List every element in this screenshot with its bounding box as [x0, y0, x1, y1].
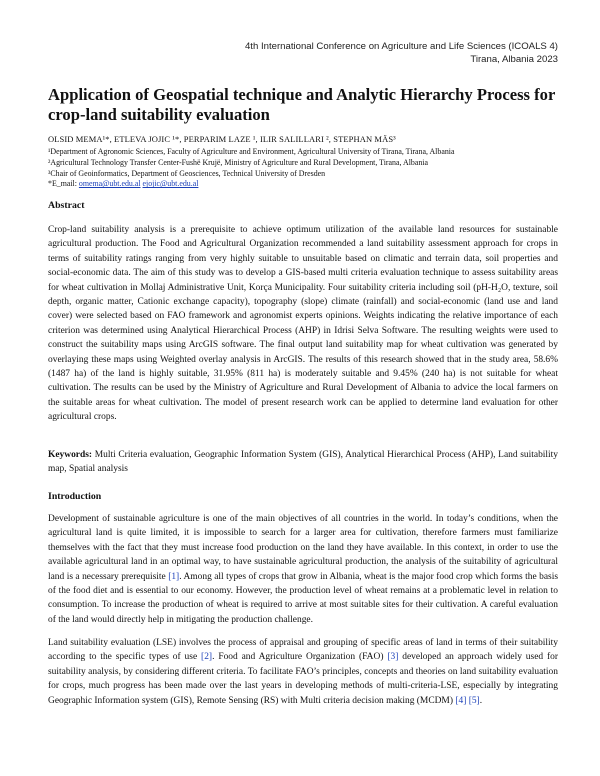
intro-p2-text-b: . Food and Agriculture Organization (FAO) [212, 652, 388, 663]
affiliation-3: ³Chair of Geoinformatics, Department of Geosciences, Technical University of Dresden [48, 168, 326, 178]
affiliations [48, 147, 454, 190]
abstract-text: Crop-land suitability analysis is a prerequisite to achieve optimum utilization of the available land resources for sustainable agricultural production. The Food and Agricultural Organization recommended a land suitability assessment approach for crops in terms of suitability ratings ranging from very highly suitable to unsuitable based on climatic and terrain data, soil properties and social-economic data. The aim of this study was to develop a GIS-based multi criteria evaluation technique to assess suitability areas for wheat cultivation in Mollaj Administrative Unit, Korça Municipality. Four suitability criteria including soil (pH-H₂O, texture, soil depth, organic matter, Cationic exchange capacity), topography (slope) climate (rainfall) and social-economic (land use and land cover) were selected based on FAO framework and agronomist experts opinions. Weights indicating the relative importance of each criterion was determined using Analytical Hierarchical Process (AHP) in Idrisi Selva Software. The resulting weights were used to construct the suitability maps using ArcGIS software. The final output land suitability map for wheat cultivation was generated by overlaying these maps using Weighted overlay analysis in ArcGIS. The results of this research showed that in the study area, 58.6% (1487 ha) of the land is highly suitable, 31.95% (811 ha) is moderately suitable and 9.45% (240 ha) is not suitable for wheat cultivation. The results can be used by the Ministry of Agriculture and Rural Development of Albania to advice the local farmers on the suitable areas for wheat cultivation. The model of present research work can be applied to determine land evaluation for other agricultural crops. [48, 225, 558, 423]
conference-name: 4th International Conference on Agriculture and Life Sciences (ICOALS 4) [244, 41, 558, 52]
citation-1[interactable]: [1] [168, 571, 180, 582]
keywords [48, 448, 558, 477]
abstract-heading: Abstract [48, 200, 85, 211]
introduction-heading: Introduction [48, 491, 102, 502]
intro-p2-text-d: . [479, 695, 483, 706]
email-line [48, 179, 454, 190]
citation-3[interactable]: [3] [387, 652, 399, 663]
paper-title: Application of Geospatial technique and Analytic Hierarchy Process for crop-land suitability evaluation [48, 85, 556, 124]
intro-p2-text-a: Land suitability evaluation (LSE) involves the process of appraisal and grouping of specific areas of land in terms of their suitability according to the specific types of use [48, 638, 558, 663]
author-list: OLSID MEMA¹*, ETLEVA JOJIC ¹*, PERPARIM LAZE ¹, ILIR SALILLARI ², STEPHAN MÄS³ [48, 134, 396, 144]
affiliation-1: ¹Department of Agronomic Sciences, Faculty of Agriculture and Environment, Agricultural University of Tirana, Tirana, Albania [48, 147, 455, 156]
intro-paragraph-1 [48, 512, 558, 627]
citation-4-5[interactable]: [4] [5] [455, 695, 480, 706]
email-prefix: *E_mail: [48, 179, 79, 189]
keywords-label: Keywords: [48, 450, 93, 460]
conference-location: Tirana, Albania 2023 [470, 54, 558, 65]
intro-p1-text-a: Development of sustainable agriculture is one of the main objectives of all countries in the world. In today’s conditions, when the agricultural land is quite limited, it is impossible to search for a larger area for cultivation, therefore farmers must familiarize themselves with the fact that they must increase food production on the land they have available. In this context, in order to use the available agricultural land in an optimal way, to have sustainable agricultural production, the analysis of the suitability of agricultural land is a necessary prerequisite [48, 514, 558, 582]
email-link-2[interactable]: ejojic@ubt.edu.al [142, 179, 199, 189]
email-link-1[interactable]: omema@ubt.edu.al [78, 179, 141, 189]
intro-paragraph-2 [48, 636, 558, 708]
conference-header [245, 40, 558, 66]
keywords-text: Multi Criteria evaluation, Geographic Information System (GIS), Analytical Hierarchical Process (AHP), Land suitability map, Spatial analysis [48, 450, 558, 475]
intro-p2-text-c: developed an approach widely used for suitability analysis, by considering different criteria. To facilitate FAO’s principles, concepts and theories on land suitability evaluation for crops, much progress has been made over the last years in developing methods of multi-criteria-LSE, especially by integrating Geographic Information system (GIS), Remote Sensing (RS) with Multi criteria decision making (MCDM) [48, 652, 558, 706]
citation-2[interactable]: [2] [201, 652, 213, 663]
affiliation-2: ²Agricultural Technology Transfer Center-Fushë Krujë, Ministry of Agriculture and Rural Development, Tirana, Albania [48, 157, 428, 167]
intro-p1-text-b: . Among all types of crops that grow in Albania, wheat is the major food crop which forms the basis of the food diet and is essential to our economy. However, the production level of wheat remains at a problematic level in relation to consumption. To increase the production of wheat is required to arrive at most suitable sites for their cultivation. A careful evaluation of the land would directly help in mitigating the production challenge. [48, 571, 558, 625]
